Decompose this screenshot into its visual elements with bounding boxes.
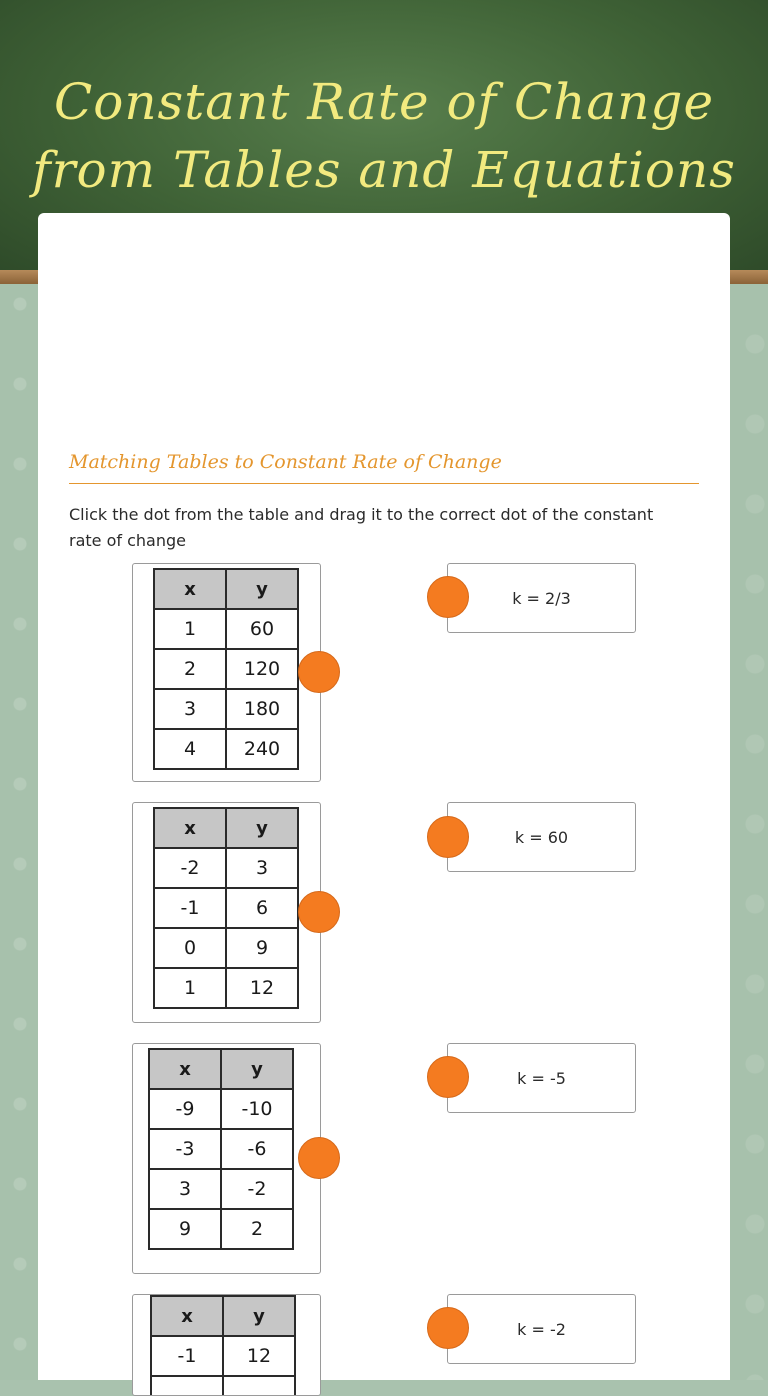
table-cell: -2: [221, 1169, 293, 1209]
page-title: [0, 68, 768, 204]
table-card-2: [132, 802, 321, 1023]
table-header-y: y: [221, 1049, 293, 1089]
answer-label-2: k = 60: [514, 827, 569, 847]
answer-3-drop-dot[interactable]: [427, 1056, 469, 1098]
table-cell: 0: [154, 928, 226, 968]
section-heading: Matching Tables to Constant Rate of Change: [69, 451, 699, 484]
table-cell: 12: [226, 968, 298, 1008]
table-header-x: x: [154, 569, 226, 609]
answer-label-3: k = -5: [517, 1068, 566, 1088]
answer-1-drop-dot[interactable]: [427, 576, 469, 618]
table-cell: [151, 1376, 223, 1396]
data-table-1: [153, 568, 299, 770]
answer-card-2: [447, 802, 636, 872]
answer-label-4: k = -2: [517, 1319, 566, 1339]
table-cell: -6: [221, 1129, 293, 1169]
table-cell: 12: [223, 1336, 295, 1376]
table-header-y: y: [226, 569, 298, 609]
title-line-2: from Tables and Equations: [32, 141, 736, 199]
table-cell: -1: [154, 888, 226, 928]
table-1-drag-dot[interactable]: [298, 651, 340, 693]
table-cell: 4: [154, 729, 226, 769]
table-header-x: x: [151, 1296, 223, 1336]
table-cell: 3: [149, 1169, 221, 1209]
table-header-y: y: [223, 1296, 295, 1336]
table-cell: 1: [154, 968, 226, 1008]
answer-2-drop-dot[interactable]: [427, 816, 469, 858]
table-cell: 9: [226, 928, 298, 968]
answer-card-1: [447, 563, 636, 633]
data-table-2: [153, 807, 299, 1009]
answer-label-1: k = 2/3: [512, 588, 571, 608]
table-cell: -1: [151, 1336, 223, 1376]
answer-card-3: [447, 1043, 636, 1113]
table-cell: 6: [226, 888, 298, 928]
answer-card-4: [447, 1294, 636, 1364]
instructions-text: Click the dot from the table and drag it to the correct dot of the constant rate of change: [69, 505, 654, 550]
table-cell: 240: [226, 729, 298, 769]
table-cell: 3: [154, 689, 226, 729]
table-card-1: [132, 563, 321, 782]
table-cell: 3: [226, 848, 298, 888]
table-cell: 120: [226, 649, 298, 689]
table-header-x: x: [154, 808, 226, 848]
table-cell: 9: [149, 1209, 221, 1249]
table-cell: 1: [154, 609, 226, 649]
table-cell: 2: [221, 1209, 293, 1249]
worksheet: [38, 213, 730, 1380]
data-table-3: [148, 1048, 294, 1250]
table-cell: -3: [149, 1129, 221, 1169]
table-cell: 180: [226, 689, 298, 729]
answer-4-drop-dot[interactable]: [427, 1307, 469, 1349]
table-cell: 60: [226, 609, 298, 649]
title-line-1: Constant Rate of Change: [53, 73, 715, 131]
table-2-drag-dot[interactable]: [298, 891, 340, 933]
table-header-y: y: [226, 808, 298, 848]
table-header-x: x: [149, 1049, 221, 1089]
table-cell: -10: [221, 1089, 293, 1129]
table-cell: -2: [154, 848, 226, 888]
table-cell: [223, 1376, 295, 1396]
table-3-drag-dot[interactable]: [298, 1137, 340, 1179]
data-table-4: [150, 1295, 296, 1396]
table-card-4: [132, 1294, 321, 1396]
table-cell: 2: [154, 649, 226, 689]
table-cell: -9: [149, 1089, 221, 1129]
table-card-3: [132, 1043, 321, 1274]
